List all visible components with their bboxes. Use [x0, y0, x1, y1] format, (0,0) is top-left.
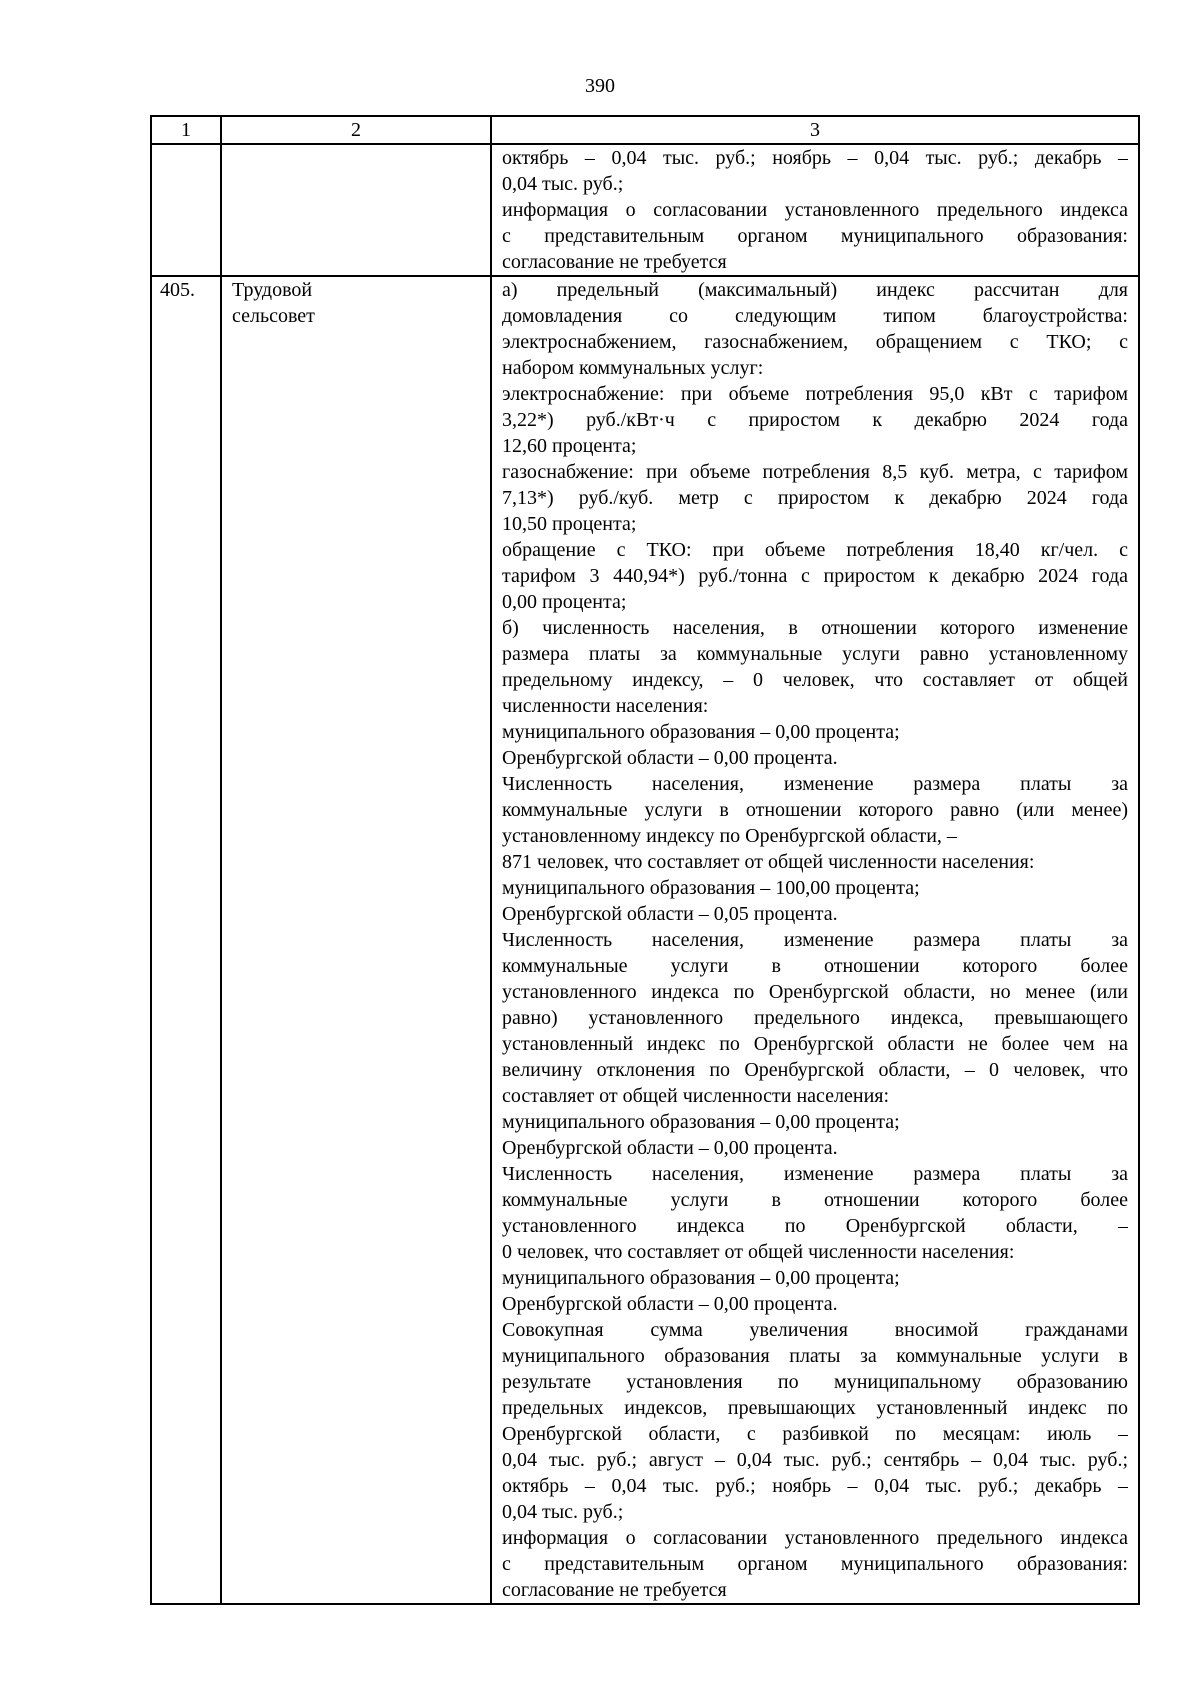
- text-line: обращение с ТКО: при объеме потребления 18,40 кг/чел. с: [502, 539, 1128, 561]
- text-line: с представительным органом муниципального образования:: [502, 1553, 1128, 1575]
- text-line: 0,00 процента;: [502, 591, 627, 613]
- row-description-cell: [491, 276, 1139, 1604]
- text-line: результате установления по муниципальному образованию: [502, 1371, 1128, 1393]
- text-line: октябрь – 0,04 тыс. руб.; ноябрь – 0,04 тыс. руб.; декабрь –: [502, 1475, 1128, 1497]
- page-number: 390: [585, 75, 615, 97]
- text-line: установленному индексу по Оренбургской области, –: [502, 825, 957, 847]
- text-line: 0,04 тыс. руб.; август – 0,04 тыс. руб.; сентябрь – 0,04 тыс. руб.;: [502, 1449, 1128, 1471]
- table-row-405: [151, 276, 1139, 1604]
- text-line: размера платы за коммунальные услуги равно установленному: [502, 643, 1128, 665]
- table-header-row: [151, 116, 1139, 144]
- text-line: Оренбургской области, с разбивкой по месяцам: июль –: [502, 1423, 1128, 1445]
- text-line: Оренбургской области – 0,05 процента.: [502, 903, 838, 925]
- text-line: информация о согласовании установленного предельного индекса: [502, 199, 1128, 221]
- text-line: электроснабжение: при объеме потребления 95,0 кВт с тарифом: [502, 383, 1128, 405]
- text-line: установленного индекса по Оренбургской области, –: [502, 1215, 1128, 1237]
- text-line: предельному индексу, – 0 человек, что составляет от общей: [502, 669, 1128, 691]
- document-table: [150, 115, 1140, 1605]
- text-line: Оренбургской области – 0,00 процента.: [502, 1137, 838, 1159]
- description-text: [502, 145, 1128, 275]
- header-col-3: 3: [491, 116, 1139, 144]
- text-line: с представительным органом муниципального образования:: [502, 225, 1128, 247]
- text-line: муниципального образования – 0,00 процента;: [502, 1111, 900, 1133]
- table-row-continued: [151, 144, 1139, 276]
- text-line: муниципального образования – 0,00 процента;: [502, 1267, 900, 1289]
- municipality-name-line: Трудовой: [232, 279, 313, 301]
- text-line: согласование не требуется: [502, 1579, 727, 1601]
- row-name-cell: [221, 144, 491, 276]
- text-line: 10,50 процента;: [502, 513, 637, 535]
- text-line: Численность населения, изменение размера платы за: [502, 929, 1128, 951]
- text-line: Оренбургской области – 0,00 процента.: [502, 1293, 838, 1315]
- row-number-cell: [151, 144, 221, 276]
- text-line: тарифом 3 440,94*) руб./тонна с приростом к декабрю 2024 года: [502, 565, 1128, 587]
- text-line: численности населения:: [502, 695, 709, 717]
- text-line: 12,60 процента;: [502, 435, 637, 457]
- text-line: домовладения со следующим типом благоустройства:: [502, 305, 1128, 327]
- text-line: набором коммунальных услуг:: [502, 357, 764, 379]
- text-line: установленного индекса по Оренбургской области, но менее (или: [502, 981, 1128, 1003]
- text-line: равно) установленного предельного индекса, превышающего: [502, 1007, 1128, 1029]
- row-number-cell: 405.: [151, 276, 221, 1604]
- text-line: Совокупная сумма увеличения вносимой гражданами: [502, 1319, 1128, 1341]
- text-line: газоснабжение: при объеме потребления 8,5 куб. метра, с тарифом: [502, 461, 1128, 483]
- text-line: коммунальные услуги в отношении которого равно (или менее): [502, 799, 1128, 821]
- header-col-1: 1: [151, 116, 221, 144]
- text-line: муниципального образования – 100,00 процента;: [502, 877, 920, 899]
- text-line: Численность населения, изменение размера платы за: [502, 773, 1128, 795]
- text-line: коммунальные услуги в отношении которого более: [502, 1189, 1128, 1211]
- text-line: 0 человек, что составляет от общей численности населения:: [502, 1241, 1015, 1263]
- text-line: муниципального образования платы за коммунальные услуги в: [502, 1345, 1128, 1367]
- text-line: величину отклонения по Оренбургской области, – 0 человек, что: [502, 1059, 1128, 1081]
- text-line: октябрь – 0,04 тыс. руб.; ноябрь – 0,04 тыс. руб.; декабрь –: [502, 147, 1128, 169]
- text-line: б) численность населения, в отношении которого изменение: [502, 617, 1128, 639]
- municipality-name-line: сельсовет: [232, 305, 315, 327]
- text-line: 3,22*) руб./кВт·ч с приростом к декабрю 2024 года: [502, 409, 1128, 431]
- row-description-cell: [491, 144, 1139, 276]
- header-col-2: 2: [221, 116, 491, 144]
- row-name-cell: [221, 276, 491, 1604]
- text-line: предельных индексов, превышающих установленный индекс по: [502, 1397, 1128, 1419]
- text-line: информация о согласовании установленного предельного индекса: [502, 1527, 1128, 1549]
- text-line: 0,04 тыс. руб.;: [502, 173, 624, 195]
- text-line: муниципального образования – 0,00 процента;: [502, 721, 900, 743]
- description-text: [502, 277, 1128, 1603]
- text-line: составляет от общей численности населения:: [502, 1085, 890, 1107]
- text-line: установленный индекс по Оренбургской области не более чем на: [502, 1033, 1128, 1055]
- text-line: 0,04 тыс. руб.;: [502, 1501, 624, 1523]
- text-line: коммунальные услуги в отношении которого более: [502, 955, 1128, 977]
- text-line: Численность населения, изменение размера платы за: [502, 1163, 1128, 1185]
- text-line: Оренбургской области – 0,00 процента.: [502, 747, 838, 769]
- text-line: электроснабжением, газоснабжением, обращением с ТКО; с: [502, 331, 1128, 353]
- text-line: согласование не требуется: [502, 251, 727, 273]
- text-line: а) предельный (максимальный) индекс рассчитан для: [502, 279, 1128, 301]
- text-line: 7,13*) руб./куб. метр с приростом к декабрю 2024 года: [502, 487, 1128, 509]
- text-line: 871 человек, что составляет от общей численности населения:: [502, 851, 1035, 873]
